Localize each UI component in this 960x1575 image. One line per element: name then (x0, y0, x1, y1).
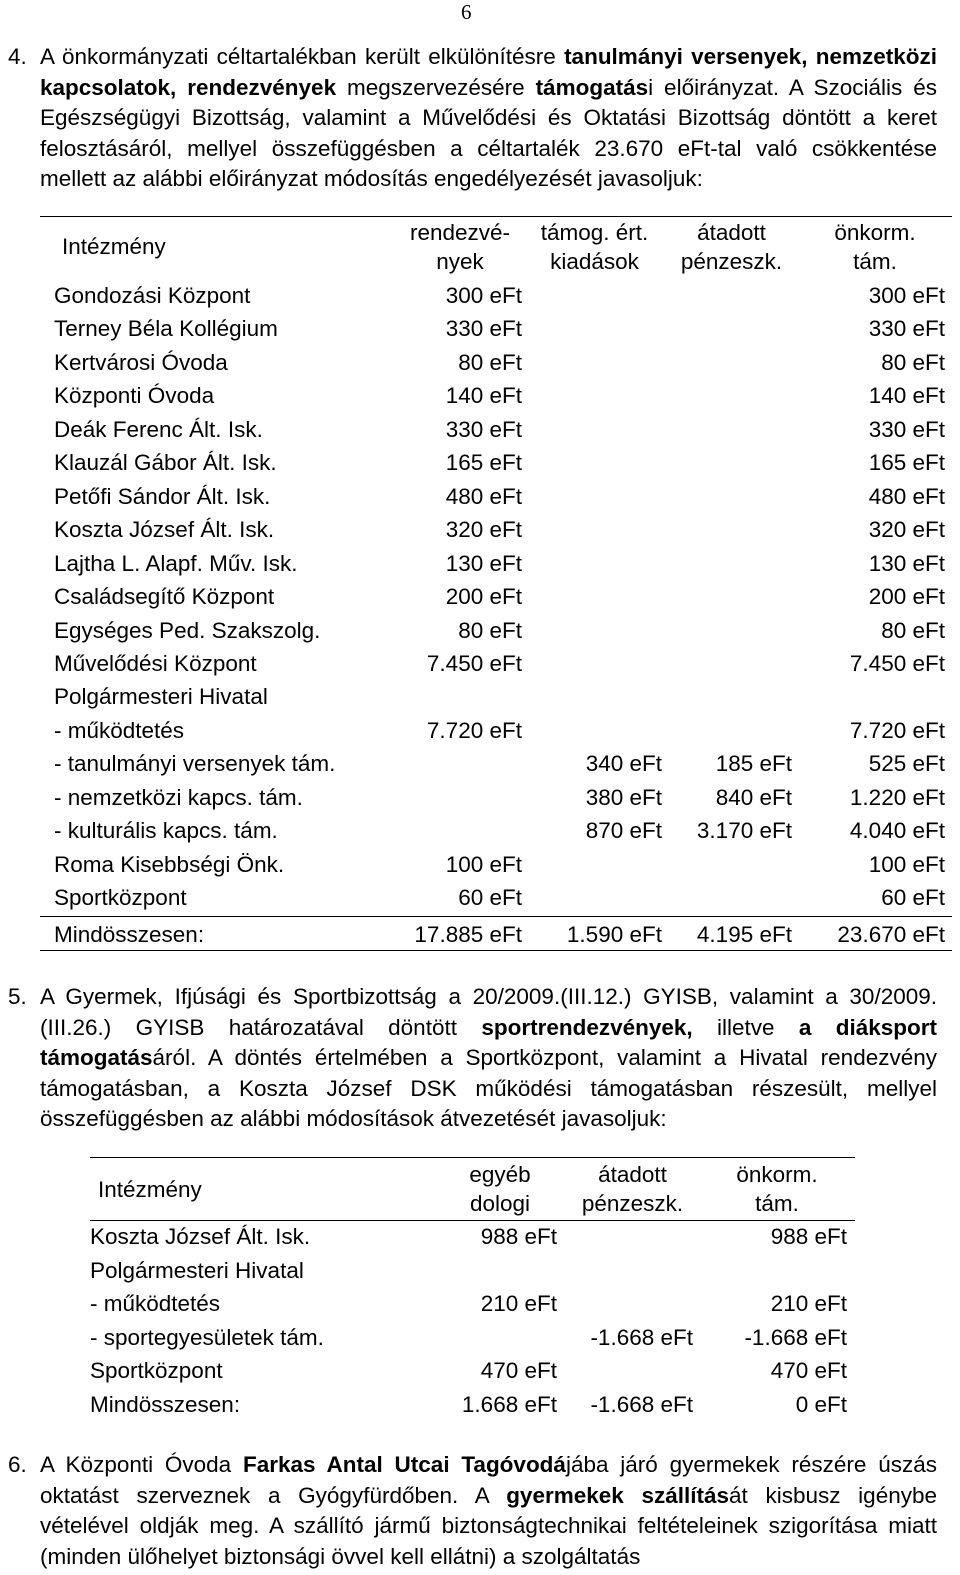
section-6-number: 6. (8, 1452, 27, 1477)
table-row (0, 1220, 960, 1254)
table-row (0, 413, 960, 447)
table-row (0, 580, 960, 614)
cell-value: 210 eFt (480, 1291, 557, 1316)
table-row (0, 881, 960, 915)
cell-value: 470 eFt (770, 1358, 847, 1383)
cell-name: - nemzetközi kapcs. tám. (54, 784, 303, 810)
cell-value: 4.195 eFt (696, 922, 792, 947)
cell-value: 140 eFt (445, 383, 522, 409)
cell-value: -1.668 eFt (744, 1324, 847, 1350)
table1-total-rule (40, 916, 952, 917)
header-line: átadott (598, 1162, 667, 1187)
table1-header-name: Intézmény (62, 234, 166, 259)
cell-value: 480 eFt (868, 483, 945, 509)
table-row (0, 279, 960, 313)
cell-value: -1.668 eFt (590, 1324, 693, 1350)
cell-name: Mindösszesen: (54, 922, 205, 947)
table-row (0, 1287, 960, 1321)
cell-name: Családsegítő Központ (54, 584, 275, 610)
cell-value: 1.590 eFt (566, 922, 662, 947)
cell-value: 7.720 eFt (426, 717, 522, 743)
section-4-number: 4. (8, 44, 27, 69)
cell-value: 330 eFt (445, 316, 522, 342)
cell-value: 60 eFt (458, 885, 522, 911)
cell-value: 80 eFt (458, 349, 522, 375)
text-run: i előirányzat. A Szociális és Egészségügyi Bizottság, valamint a Művelődési és Oktatási Bizottság döntött a keret felosztásáról, mellyel összefüggésben a céltartalék 23.670 eFt-tal való csökkentése mellett az alábbi előirányzat módosítás engedélyezését javasoljuk: (40, 74, 938, 191)
page-number: 6 (461, 0, 472, 24)
cell-value: 130 eFt (868, 550, 945, 576)
header-line: kiadások (550, 249, 639, 274)
cell-value: 23.670 eFt (837, 922, 945, 947)
cell-value: 185 eFt (715, 751, 792, 777)
table1-bottom-rule (40, 950, 952, 951)
table-row (0, 480, 960, 514)
cell-name: Polgármesteri Hivatal (54, 684, 268, 710)
cell-name: Gondozási Központ (54, 283, 251, 308)
cell-name: Művelődési Központ (54, 650, 257, 676)
cell-value: 525 eFt (868, 751, 945, 777)
cell-value: 0 eFt (795, 1391, 847, 1417)
cell-name: Klauzál Gábor Ált. Isk. (54, 450, 277, 476)
bold-text-run: Farkas Antal Utcai Tagóvodá (243, 1452, 566, 1477)
cell-value: 200 eFt (445, 584, 522, 610)
section-4-text (40, 42, 937, 195)
header-line: egyéb (469, 1162, 531, 1187)
table-row (0, 614, 960, 648)
section-6-paragraph (40, 1450, 937, 1572)
bold-text-run: sportrendezvények, (481, 1014, 693, 1040)
cell-value: 140 eFt (868, 383, 945, 409)
cell-value: 165 eFt (445, 450, 522, 476)
cell-name: Polgármesteri Hivatal (90, 1257, 304, 1283)
cell-name: Lajtha L. Alapf. Műv. Isk. (54, 550, 298, 576)
table-row (0, 647, 960, 681)
cell-value: 100 eFt (445, 851, 522, 877)
cell-name: Központi Óvoda (54, 383, 215, 409)
cell-value: 300 eFt (445, 283, 522, 308)
cell-name: Roma Kisebbségi Önk. (54, 851, 285, 877)
cell-name: Kertvárosi Óvoda (54, 349, 228, 375)
cell-value: 480 eFt (445, 483, 522, 509)
cell-value: 210 eFt (770, 1291, 847, 1316)
table-row (0, 1254, 960, 1288)
header-line: pénzeszk. (581, 1191, 684, 1216)
text-run: áról. A döntés értelmében a Sportközpont, valamint a Hivatal rendezvény támogatásban, a Koszta József DSK működési támogatásban részesült, mellyel összefüggésben az alábbi módosítások átvezetését javasoljuk: (40, 1045, 937, 1131)
section-6-text (40, 1450, 937, 1572)
section-5-paragraph (40, 982, 937, 1135)
header-line: átadott (697, 220, 766, 245)
cell-value: 200 eFt (868, 584, 945, 610)
cell-name: Egységes Ped. Szakszolg. (54, 617, 321, 643)
bold-text-run: a diáksport támogatás (40, 1014, 938, 1070)
cell-name: - működtetés (90, 1291, 221, 1316)
table1-header-tamog-ert (527, 218, 662, 276)
cell-name: Petőfi Sándor Ált. Isk. (54, 483, 271, 509)
text-run: megszervezésére (336, 74, 536, 100)
cell-value: 1.220 eFt (849, 784, 945, 810)
table-row (0, 714, 960, 748)
table2-header-atadott (565, 1160, 700, 1218)
cell-value: 7.450 eFt (426, 650, 522, 676)
bold-text-run: gyermekek szállítás (506, 1482, 730, 1508)
cell-value: 4.040 eFt (849, 818, 945, 844)
cell-value: 320 eFt (445, 517, 522, 543)
table-row (0, 814, 960, 848)
table-row (0, 1321, 960, 1355)
table1-header-onkorm (810, 218, 940, 276)
cell-value: 130 eFt (445, 550, 522, 576)
header-line: önkorm. (736, 1162, 818, 1187)
cell-name: Sportközpont (90, 1358, 223, 1383)
cell-value: 330 eFt (868, 316, 945, 342)
cell-name: Deák Ferenc Ált. Isk. (54, 416, 263, 442)
cell-value: 1.668 eFt (461, 1391, 557, 1417)
header-line: tám. (755, 1191, 799, 1216)
cell-name: Koszta József Ált. Isk. (90, 1224, 311, 1249)
cell-value: 320 eFt (868, 517, 945, 543)
text-run: illetve (692, 1014, 799, 1040)
cell-name: - sportegyesületek tám. (90, 1324, 324, 1350)
table-row (0, 747, 960, 781)
cell-value: 100 eFt (868, 851, 945, 877)
header-line: támog. ért. (540, 220, 649, 245)
table2-header-egyeb-dologi (440, 1160, 560, 1218)
cell-name: - kulturális kapcs. tám. (54, 818, 278, 844)
header-line: tám. (853, 249, 897, 274)
header-line: pénzeszk. (680, 249, 783, 274)
cell-value: 840 eFt (715, 784, 792, 810)
header-line: rendezvé- (409, 220, 511, 245)
table1-top-rule (40, 216, 952, 217)
cell-name: Mindösszesen: (90, 1391, 241, 1417)
table2-header-name: Intézmény (98, 1177, 202, 1202)
table-row (0, 346, 960, 380)
cell-value: 80 eFt (881, 617, 945, 643)
header-line: dologi (469, 1191, 531, 1216)
header-line: önkorm. (834, 220, 916, 245)
table-row (0, 312, 960, 346)
section-4-paragraph (40, 42, 937, 195)
cell-value: 300 eFt (868, 283, 945, 308)
text-run: át kisbusz igénybe vételével oldják meg. A szállító jármű biztonságtechnikai feltételeinek szigorítása miatt (minden ülőhelyet biztonsági övvel kell ellátni) a szolgáltatás (40, 1482, 937, 1569)
section-5-number: 5. (8, 984, 27, 1009)
cell-value: 330 eFt (445, 416, 522, 442)
cell-name: Sportközpont (54, 885, 187, 911)
table-row (0, 513, 960, 547)
table-row (0, 379, 960, 413)
cell-value: 7.450 eFt (849, 650, 945, 676)
table-row (0, 781, 960, 815)
table2-header-onkorm (712, 1160, 842, 1218)
cell-value: 380 eFt (585, 784, 662, 810)
cell-value: 80 eFt (458, 617, 522, 643)
cell-value: 988 eFt (770, 1224, 847, 1249)
cell-value: 340 eFt (585, 751, 662, 777)
text-run: A Gyermek, Ifjúsági és Sportbizottság a 20/2009.(III.12.) GYISB, valamint a 30/2009.(III.26.) GYISB határozatával döntött (40, 984, 937, 1040)
cell-value: 988 eFt (480, 1224, 557, 1249)
cell-value: 870 eFt (585, 818, 662, 844)
table1-header-rendezvenyek (390, 218, 530, 276)
table1-header-atadott (664, 218, 799, 276)
total-row (0, 918, 960, 952)
cell-value: 470 eFt (480, 1358, 557, 1383)
table2-top-rule (90, 1157, 855, 1158)
bold-text-run: tanulmányi versenyek, nemzetközi kapcsolatok, rendezvények (40, 44, 937, 100)
text-run: A Központi Óvoda (40, 1452, 243, 1477)
table-row (0, 848, 960, 882)
cell-name: Terney Béla Kollégium (54, 316, 278, 342)
text-run: A önkormányzati céltartalékban került elkülönítésre (40, 44, 565, 69)
text-run: jába járó gyermekek részére úszás oktatást szerveznek a Gyógyfürdőben. A (40, 1452, 938, 1508)
cell-value: 7.720 eFt (849, 717, 945, 743)
cell-value: -1.668 eFt (590, 1391, 693, 1417)
total-row (0, 1388, 960, 1422)
section-5-text (40, 982, 937, 1135)
bold-text-run: támogatás (535, 74, 649, 100)
cell-value: 165 eFt (868, 450, 945, 476)
cell-name: Koszta József Ált. Isk. (54, 517, 275, 543)
cell-value: 80 eFt (881, 349, 945, 375)
cell-name: - tanulmányi versenyek tám. (54, 751, 336, 777)
table-row (0, 547, 960, 581)
cell-value: 330 eFt (868, 416, 945, 442)
header-line: nyek (436, 249, 484, 274)
cell-value: 3.170 eFt (696, 818, 792, 844)
table-row (0, 680, 960, 714)
table-row (0, 1354, 960, 1388)
cell-value: 17.885 eFt (414, 922, 522, 947)
cell-name: - működtetés (54, 717, 185, 743)
table-row (0, 446, 960, 480)
cell-value: 60 eFt (881, 885, 945, 911)
